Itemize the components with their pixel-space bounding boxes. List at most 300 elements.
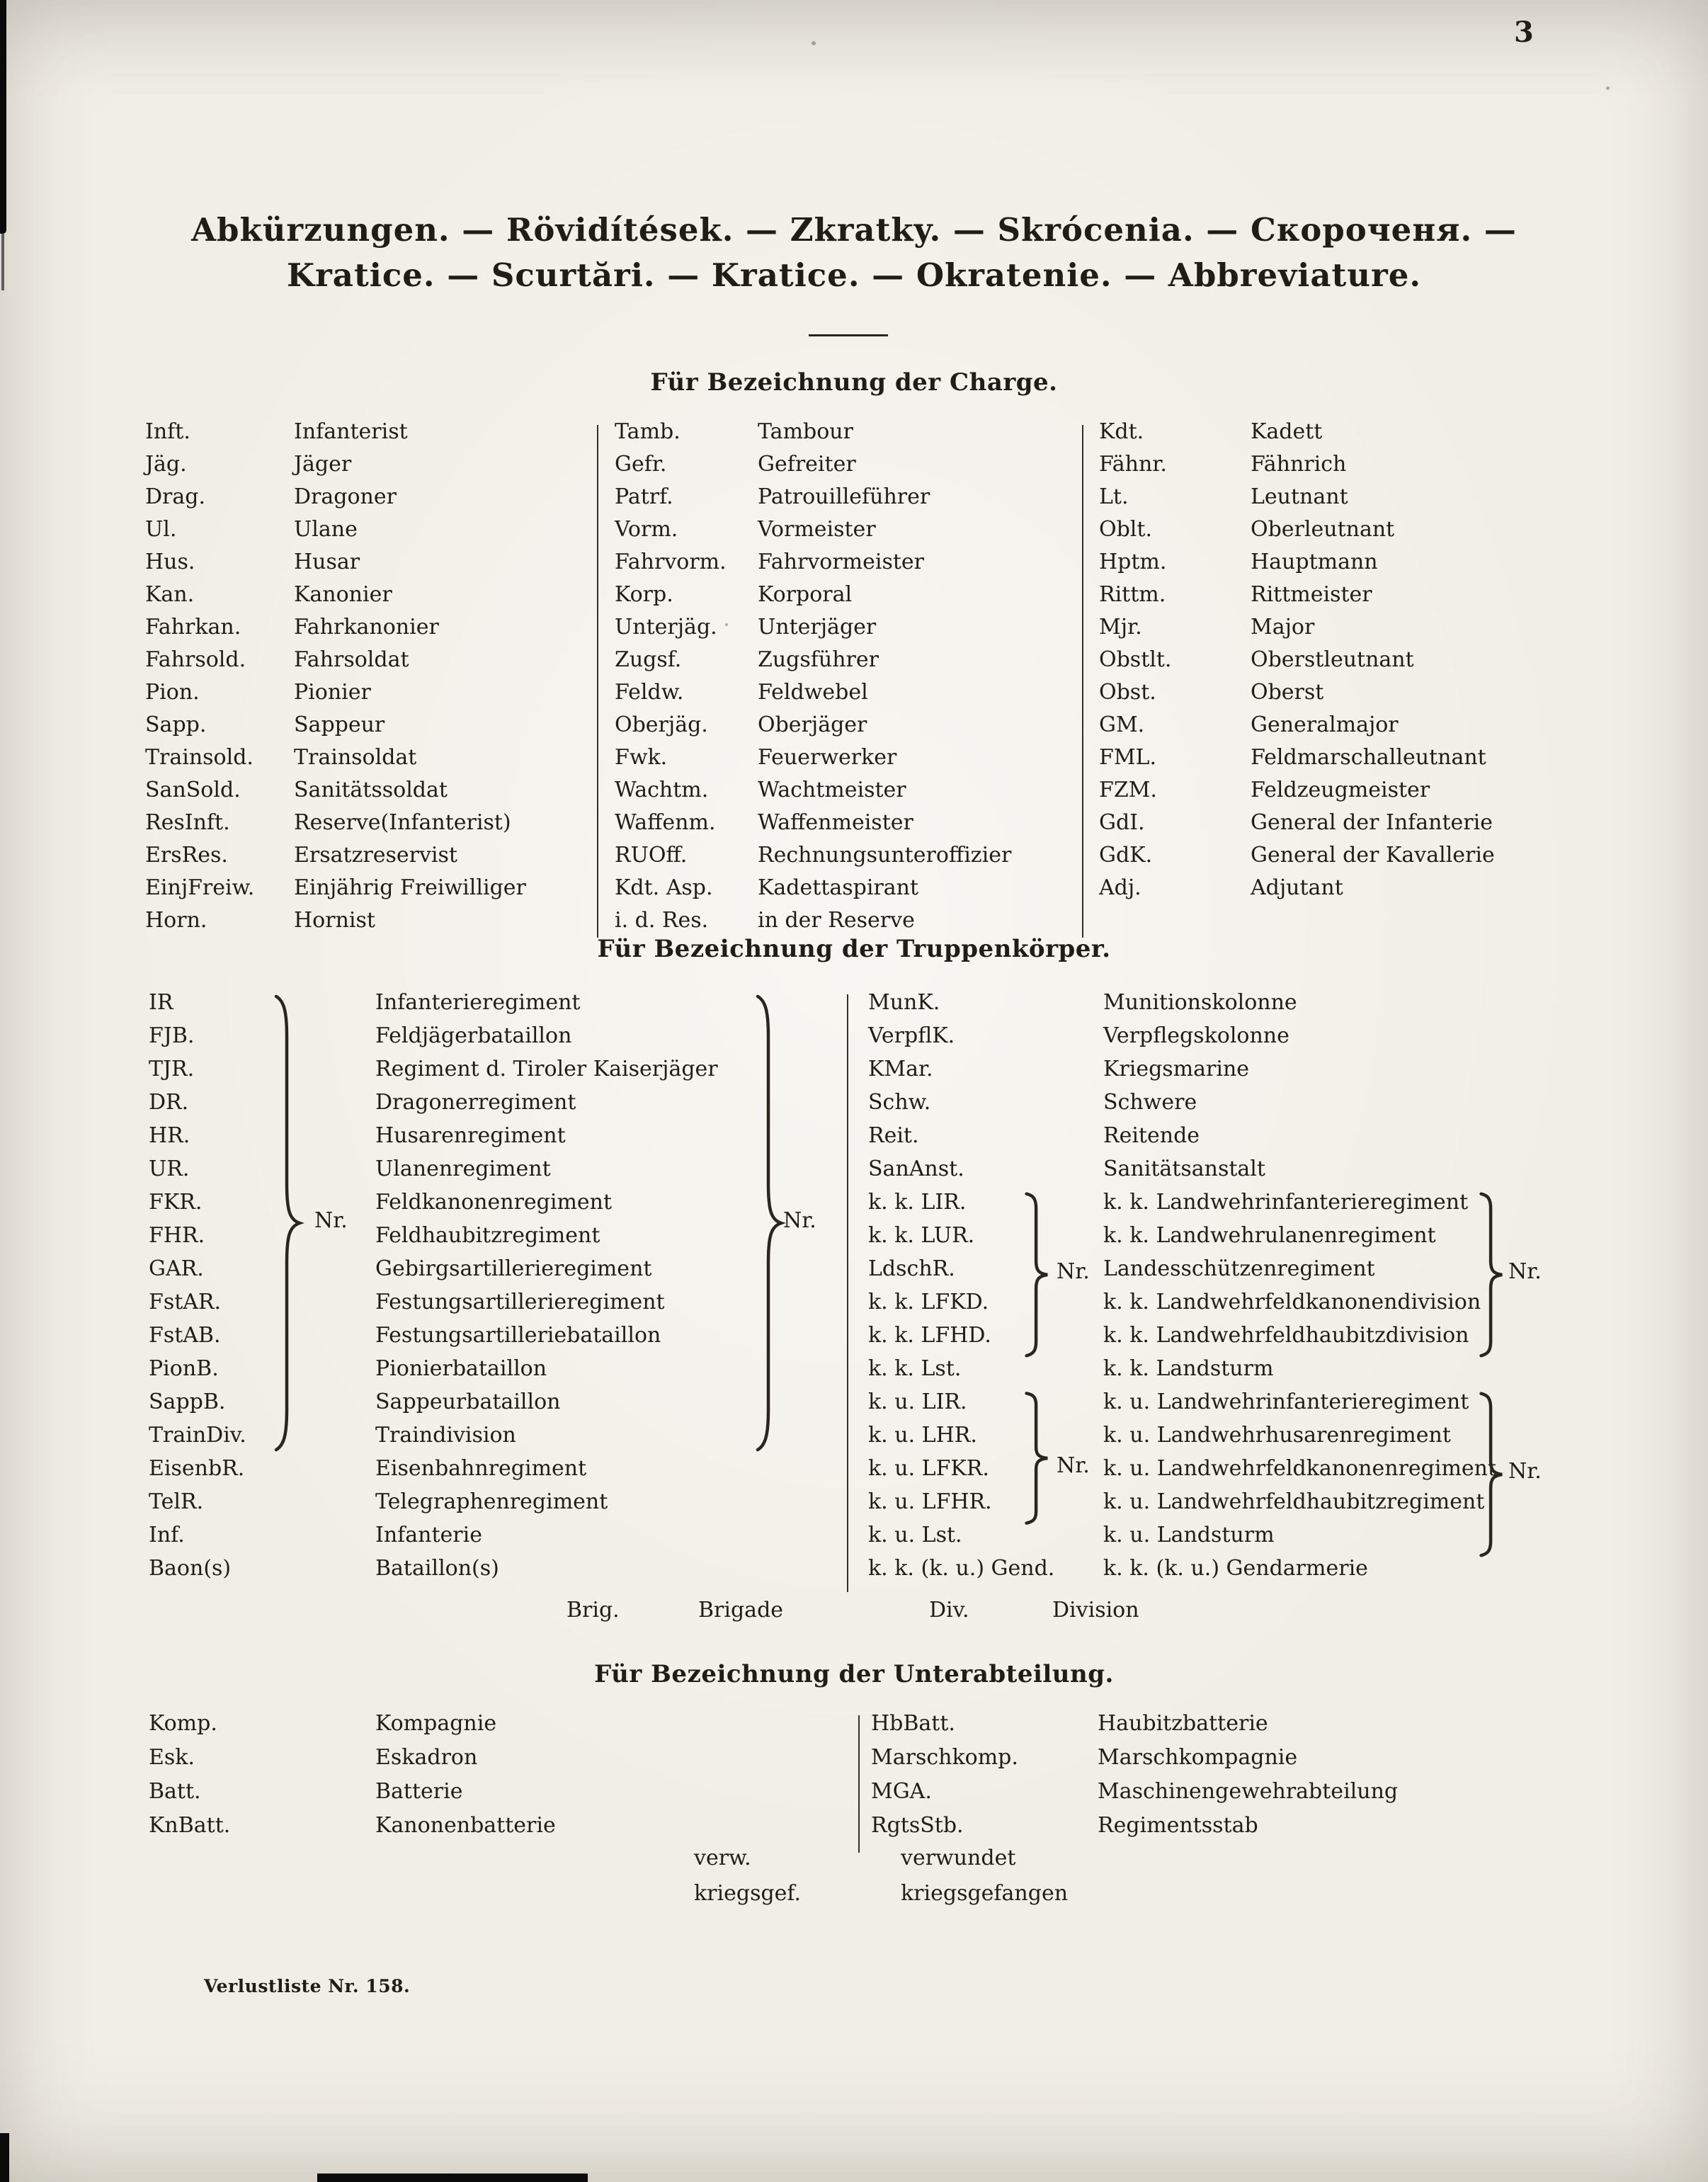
entry-row [868,1456,1496,1489]
entry-row [1099,745,1495,778]
abbreviation-text: Ul. [145,517,177,542]
meaning-text: Maschinengewehrabteilung [1098,1779,1399,1804]
entry-row [615,810,1011,843]
abbreviation-text: Inf. [149,1523,185,1547]
entry-row [1099,484,1495,517]
entry-row [871,1813,1398,1847]
meaning-text: k. k. Landsturm [1103,1356,1274,1381]
scan-edge-mark-bottom [317,2174,588,2182]
abbreviation-text: GM. [1099,712,1145,737]
entry-row [1099,517,1495,550]
entry-row [615,712,1011,745]
meaning-text: Feuerwerker [758,745,897,770]
abbreviation-text: EisenbR. [149,1456,245,1481]
entry-row [149,1813,556,1847]
abbreviation-text: HR. [149,1123,190,1148]
entry-row [868,1423,1496,1456]
abbreviation-text: Fahrvorm. [615,550,727,574]
entry-row [615,517,1011,550]
wounded-captured-block [694,1846,1068,1916]
entry-row [149,1057,718,1090]
entry-row [149,1290,718,1323]
meaning-text: Munitionskolonne [1103,990,1297,1015]
meaning-text: Ersatzreservist [294,843,457,868]
entry-row [149,1323,718,1356]
page-number: 3 [1514,16,1534,49]
abbreviation-text: FHR. [149,1223,205,1248]
abbreviation-text: RgtsStb. [871,1813,964,1838]
abbreviation-text: Baon(s) [149,1556,232,1581]
meaning-text: Reserve(Infanterist) [294,810,511,835]
abbreviation-text: FZM. [1099,778,1157,802]
abbreviation-text: Hptm. [1099,550,1167,574]
abbreviation-text: Adj. [1099,875,1141,900]
scan-edge-mark-top-left [0,0,6,234]
meaning-text: Feldkanonenregiment [375,1190,613,1215]
truppen-left-column [149,990,718,1589]
entry-row [868,1489,1496,1523]
meaning-text: Oberstleutnant [1251,647,1414,672]
meaning-text: Gefreiter [758,452,856,477]
meaning-text: k. u. Landwehrfeldkanonenregiment [1103,1456,1497,1481]
entry-row [149,1123,718,1157]
meaning-text: Husar [294,550,360,574]
abbreviation-text: Batt. [149,1779,201,1804]
entry-row [149,1779,556,1813]
abbreviation-text: FJB. [149,1023,195,1048]
entry-row [145,647,526,680]
meaning-text: Schwere [1103,1090,1197,1115]
abbreviation-text: GdI. [1099,810,1145,835]
meaning-text: Wachtmeister [758,778,906,802]
meaning-text: Husarenregiment [375,1123,566,1148]
meaning-text: Sanitätssoldat [294,778,448,802]
meaning-text: Ulane [294,517,358,542]
abbreviation-text: Fwk. [615,745,668,770]
entry-row [149,1556,718,1589]
abbreviation-text: Feldw. [615,680,684,705]
entry-row [868,1057,1496,1090]
meaning-text: k. u. Landwehrhusarenregiment [1103,1423,1451,1448]
meaning-text: Sappeur [294,712,385,737]
entry-row [868,1023,1496,1057]
abbreviation-text: KMar. [868,1057,933,1081]
abbreviation-text: Lt. [1099,484,1129,509]
meaning-text: verwundet [901,1846,1016,1870]
entry-row [149,1356,718,1390]
meaning-text: Kadett [1251,419,1323,444]
meaning-text: Kompagnie [375,1711,497,1736]
abbreviation-text: Waffenm. [615,810,716,835]
entry-row [149,1157,718,1190]
abbreviation-text: Zugsf. [615,647,682,672]
meaning-text: Dragonerregiment [375,1090,576,1115]
entry-row [1099,680,1495,712]
abbreviation-text: k. u. LIR. [868,1390,967,1414]
meaning-text: Reitende [1103,1123,1200,1148]
abbreviation-text: VerpflK. [868,1023,955,1048]
entry-row [871,1779,1398,1813]
meaning-text: Feldjägerbataillon [375,1023,572,1048]
meaning-text: in der Reserve [758,908,915,933]
entry-row [149,1745,556,1779]
abbreviation-text: k. k. Lst. [868,1356,962,1381]
footer-imprint: Verlustliste Nr. 158. [204,1976,411,1996]
brace-graphic [1479,1193,1504,1357]
charge-column-3 [1099,419,1495,908]
meaning-text: Kriegsmarine [1103,1057,1250,1081]
meaning-text: kriegsgefangen [901,1881,1069,1906]
brace-graphic [755,993,783,1453]
abbreviation-text: TJR. [149,1057,195,1081]
abbreviation-text: Obst. [1099,680,1156,705]
abbreviation-text: ErsRes. [145,843,228,868]
brace-graphic [1479,1392,1504,1557]
abbreviation-text: GAR. [149,1256,204,1281]
abbreviation-text: LdschR. [868,1256,955,1281]
entry-row [149,1223,718,1256]
meaning-text: Major [1251,615,1315,640]
entry-row [1099,647,1495,680]
nr-label: Nr. [1057,1259,1090,1284]
entry-row [145,810,526,843]
abbreviation-text: k. k. LFHD. [868,1323,991,1348]
abbreviation-text: k. k. LUR. [868,1223,975,1248]
meaning-text: Verpflegskolonne [1103,1023,1289,1048]
entry-row [868,1090,1496,1123]
entry-row [145,419,526,452]
abbreviation-text: FstAB. [149,1323,221,1348]
meaning-text: Eisenbahnregiment [375,1456,587,1481]
entry-row [868,1556,1496,1589]
meaning-text: k. u. Landwehrfeldhaubitzregiment [1103,1489,1485,1514]
entry-row [868,1323,1496,1356]
nr-label: Nr. [1508,1259,1542,1284]
abbreviation-text: FML. [1099,745,1156,770]
meaning-text: Hornist [294,908,375,933]
meaning-text: k. u. Landwehrinfanterieregiment [1103,1390,1469,1414]
entry-row [145,745,526,778]
entry-row [149,1489,718,1523]
abbreviation-text: k. u. LHR. [868,1423,977,1448]
entry-row [149,1456,718,1489]
entry-row [145,680,526,712]
meaning-text: Infanterieregiment [375,990,581,1015]
entry-row [149,1711,556,1745]
abbreviation-text: Jäg. [145,452,187,477]
entry-row [145,615,526,647]
nr-label: Nr. [1057,1453,1090,1478]
entry-row [868,1256,1496,1290]
abbreviation-text: Schw. [868,1090,931,1115]
abbreviation-text: MGA. [871,1779,932,1804]
abbreviation-text: Drag. [145,484,206,509]
meaning-text: Traindivision [375,1423,516,1448]
abbreviation-text: KnBatt. [149,1813,231,1838]
entry-row [145,712,526,745]
meaning-text: Sappeurbataillon [375,1390,561,1414]
column-divider-line [858,1715,860,1853]
abbreviation-text: Kdt. [1099,419,1144,444]
meaning-text: Infanterist [294,419,408,444]
abbreviation-text: Sapp. [145,712,207,737]
entry-row [868,1223,1496,1256]
entry-row [149,990,718,1023]
abbreviation-text: Pion. [145,680,200,705]
entry-row [145,582,526,615]
meaning-text: Feldhaubitzregiment [375,1223,600,1248]
brace-graphic [273,993,302,1453]
entry-row [868,1290,1496,1323]
meaning-text: Einjährig Freiwilliger [294,875,526,900]
entry-row [615,419,1011,452]
entry-row [868,1123,1496,1157]
unter-right-column [871,1711,1398,1847]
abbreviation-text: Tamb. [615,419,681,444]
title-line-1: Abkürzungen. — Rövidítések. — Zkratky. — Skrócenia. — Скороченя. — [191,211,1517,249]
meaning-text: Unterjäger [758,615,877,640]
entry-row [149,1090,718,1123]
entry-row [145,778,526,810]
abbreviation-text: Oberjäg. [615,712,708,737]
entry-row [145,484,526,517]
meaning-text: Tambour [758,419,853,444]
meaning-text: Feldwebel [758,680,868,705]
meaning-text: Bataillon(s) [375,1556,499,1581]
meaning-text: Fahrsoldat [294,647,409,672]
abbreviation-text: PionB. [149,1356,219,1381]
scan-edge-mark-bottom-left [0,2133,9,2182]
meaning-text: Regiment d. Tiroler Kaiserjäger [375,1057,718,1081]
entry-row [145,517,526,550]
entry-row [871,1711,1398,1745]
abbreviation-text: GdK. [1099,843,1153,868]
meaning-text: Batterie [375,1779,463,1804]
abbreviation-text: Obstlt. [1099,647,1172,672]
meaning-text: Feldzeugmeister [1251,778,1430,802]
entry-row [149,1023,718,1057]
meaning-text: Landesschützenregiment [1103,1256,1375,1281]
meaning-text: Fahrvormeister [758,550,925,574]
meaning-text: General der Kavallerie [1251,843,1495,868]
meaning-text: k. k. Landwehrfeldhaubitzdivision [1103,1323,1469,1348]
meaning-text: k. k. (k. u.) Gendarmerie [1103,1556,1368,1581]
abbreviation-text: Komp. [149,1711,217,1736]
abbreviation-text: ResInft. [145,810,230,835]
meaning-text: Eskadron [375,1745,478,1770]
entry-row [1099,582,1495,615]
abbreviation-text: Korp. [615,582,673,607]
entry-row [145,843,526,875]
section-heading-charge: Für Bezeichnung der Charge. [650,368,1058,397]
entry-row [615,647,1011,680]
entry-row [1099,712,1495,745]
meaning-text: Pionierbataillon [375,1356,547,1381]
column-divider-line [597,425,598,938]
meaning-text: Regimentsstab [1098,1813,1258,1838]
entry-row [615,745,1011,778]
entry-row [615,484,1011,517]
abbreviation-text: k. u. Lst. [868,1523,962,1547]
brace-graphic [1024,1392,1049,1524]
abbreviation-text: Horn. [145,908,207,933]
abbreviation-text: FstAR. [149,1290,222,1314]
entry-row [145,452,526,484]
meaning-text: Oberjäger [758,712,867,737]
entry-row [1099,452,1495,484]
entry-row [145,875,526,908]
meaning-text: Pionier [294,680,371,705]
abbreviation-text: RUOff. [615,843,688,868]
abbreviation-text: Fahrkan. [145,615,241,640]
abbreviation-text: verw. [694,1846,751,1870]
abbreviation-text: Gefr. [615,452,667,477]
meaning-text: Vormeister [758,517,876,542]
abbreviation-text: FKR. [149,1190,203,1215]
div-meaning: Division [1052,1598,1139,1623]
abbreviation-text: SanAnst. [868,1157,964,1181]
entry-row [868,1523,1496,1556]
abbreviation-text: Mjr. [1099,615,1142,640]
meaning-text: Korporal [758,582,853,607]
abbreviation-text: i. d. Res. [615,908,709,933]
meaning-text: Waffenmeister [758,810,913,835]
abbreviation-text: Inft. [145,419,190,444]
meaning-text: Rittmeister [1251,582,1372,607]
title-line-2: Kratice. — Scurtări. — Kratice. — Okratenie. — Abbreviature. [286,256,1422,294]
brace-graphic [1024,1193,1049,1357]
abbreviation-text: k. u. LFKR. [868,1456,989,1481]
entry-row [1099,810,1495,843]
section-heading-truppenkoerper: Für Bezeichnung der Truppenkörper. [597,935,1111,963]
abbreviation-text: Patrf. [615,484,673,509]
abbreviation-text: Marschkomp. [871,1745,1018,1770]
column-divider-line [847,994,848,1592]
entry-row [868,1356,1496,1390]
meaning-text: Kanonenbatterie [375,1813,556,1838]
abbreviation-text: Kdt. Asp. [615,875,713,900]
entry-row [615,778,1011,810]
abbreviation-text: UR. [149,1157,190,1181]
abbreviation-text: DR. [149,1090,189,1115]
meaning-text: Feldmarschalleutnant [1251,745,1486,770]
column-divider-line [1082,425,1083,938]
abbreviation-text: IR [149,990,173,1015]
truppen-right-column [868,990,1496,1589]
unter-left-column [149,1711,556,1847]
meaning-text: Sanitätsanstalt [1103,1157,1265,1181]
meaning-text: Hauptmann [1251,550,1378,574]
abbreviation-text: Wachtm. [615,778,709,802]
entry-row [615,550,1011,582]
abbreviation-text: SappB. [149,1390,226,1414]
meaning-text: k. u. Landsturm [1103,1523,1275,1547]
charge-column-2 [615,419,1011,941]
entry-row [615,875,1011,908]
title-divider-rule [809,334,888,336]
abbreviation-text: EinjFreiw. [145,875,255,900]
meaning-text: Trainsoldat [294,745,417,770]
entry-row [615,680,1011,712]
abbreviation-text: MunK. [868,990,940,1015]
entry-row [1099,778,1495,810]
meaning-text: Telegraphenregiment [375,1489,608,1514]
meaning-text: Fahrkanonier [294,615,439,640]
entry-row [871,1745,1398,1779]
meaning-text: Zugsführer [758,647,879,672]
abbreviation-text: Kan. [145,582,195,607]
meaning-text: Ulanenregiment [375,1157,551,1181]
meaning-text: Rechnungsunteroffizier [758,843,1012,868]
entry-row [615,843,1011,875]
entry-row [149,1423,718,1456]
entry-row [149,1390,718,1423]
div-abbr: Div. [929,1598,969,1623]
entry-row [149,1256,718,1290]
entry-row [868,1157,1496,1190]
abbreviation-text: k. k. (k. u.) Gend. [868,1556,1055,1581]
abbreviation-text: Hus. [145,550,195,574]
meaning-text: k. k. Landwehrulanenregiment [1103,1223,1436,1248]
nr-label: Nr. [783,1208,816,1233]
entry-row [868,1390,1496,1423]
meaning-text: General der Infanterie [1251,810,1493,835]
meaning-text: Adjutant [1251,875,1343,900]
abbreviation-text: HbBatt. [871,1711,955,1736]
section-heading-unterabteilung: Für Bezeichnung der Unterabteilung. [594,1660,1114,1688]
meaning-text: Generalmajor [1251,712,1399,737]
scan-speck [1606,86,1610,90]
meaning-text: Kanonier [294,582,392,607]
meaning-text: Infanterie [375,1523,482,1547]
abbreviation-text: Oblt. [1099,517,1152,542]
abbreviation-text: Unterjäg. [615,615,717,640]
meaning-text: Marschkompagnie [1098,1745,1298,1770]
entry-row [149,1190,718,1223]
nr-label: Nr. [1508,1459,1542,1484]
entry-row [615,452,1011,484]
entry-row [149,1523,718,1556]
charge-column-1 [145,419,526,941]
meaning-text: k. k. Landwehrfeldkanonendivision [1103,1290,1481,1314]
meaning-text: Patrouilleführer [758,484,930,509]
meaning-text: Fähnrich [1251,452,1347,477]
entry-row [868,1190,1496,1223]
abbreviation-text: k. u. LFHR. [868,1489,992,1514]
abbreviation-text: kriegsgef. [694,1881,801,1906]
meaning-text: Festungsartillerieregiment [375,1290,665,1314]
abbreviation-text: SanSold. [145,778,241,802]
meaning-text: Kadettaspirant [758,875,919,900]
entry-row [868,990,1496,1023]
meaning-text: Haubitzbatterie [1098,1711,1268,1736]
nr-label: Nr. [314,1208,348,1233]
abbreviation-text: k. k. LFKD. [868,1290,989,1314]
meaning-text: Jäger [294,452,352,477]
entry-row [1099,550,1495,582]
abbreviation-text: Vorm. [615,517,678,542]
abbreviation-text: TelR. [149,1489,204,1514]
meaning-text: Festungsartilleriebataillon [375,1323,661,1348]
entry-row [615,582,1011,615]
entry-row [694,1846,1068,1881]
brig-meaning: Brigade [698,1598,784,1623]
meaning-text: k. k. Landwehrinfanterieregiment [1103,1190,1469,1215]
abbreviation-text: Fähnr. [1099,452,1167,477]
entry-row [1099,875,1495,908]
abbreviation-text: TrainDiv. [149,1423,246,1448]
entry-row [145,550,526,582]
